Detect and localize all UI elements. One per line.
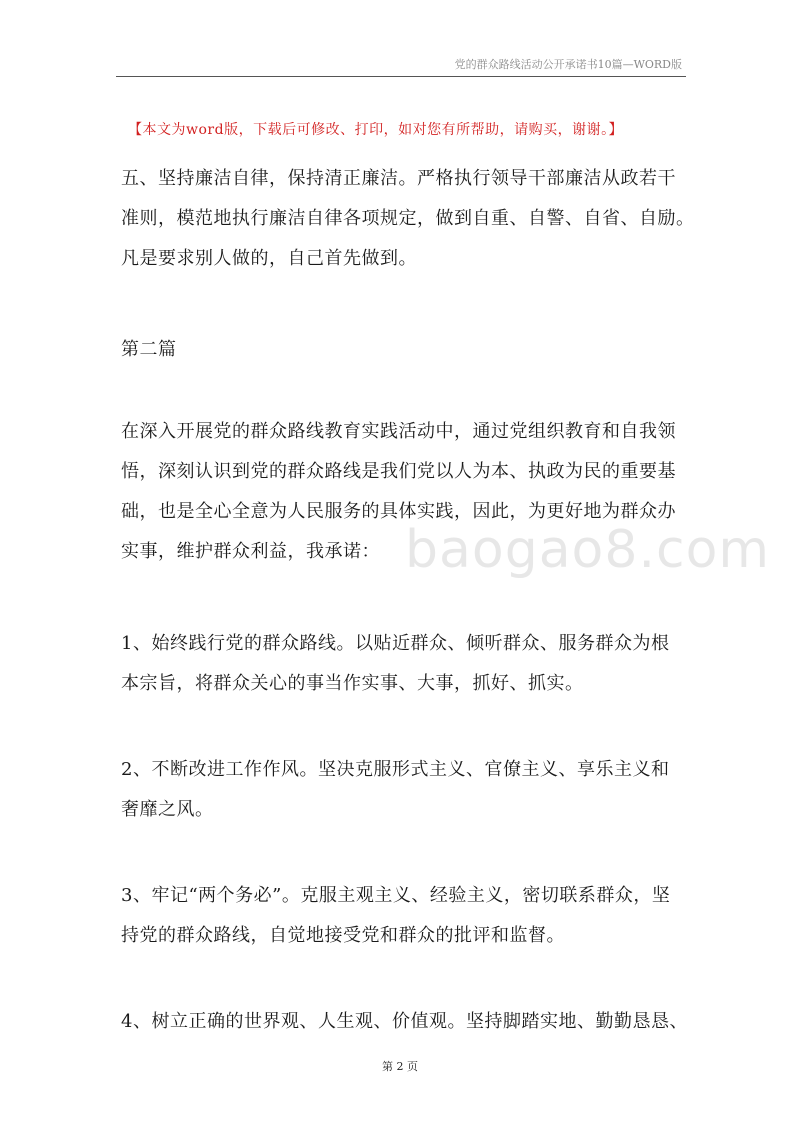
paragraph-item-5: [121, 159, 695, 279]
paragraph-intro: [121, 412, 686, 572]
header-title: 党的群众路线活动公开承诺书10篇—WORD版: [454, 58, 682, 71]
section-title-text: 第二篇: [121, 339, 177, 360]
paragraph-item-1: [121, 624, 686, 704]
paragraph-item-4: [121, 1002, 686, 1042]
text-line: 悟，深刻认识到党的群众路线是我们党以人为本、执政为民的重要基: [121, 461, 676, 482]
text-line: 本宗旨，将群众关心的事当作实事、大事，抓好、抓实。: [121, 673, 584, 694]
text-line: 2、不断改进工作作风。坚决克服形式主义、官僚主义、享乐主义和: [121, 759, 670, 780]
text-line: 五、坚持廉洁自律，保持清正廉洁。严格执行领导干部廉洁从政若干: [121, 168, 676, 189]
text-line: 持党的群众路线，自觉地接受党和群众的批评和监督。: [121, 925, 565, 946]
text-line: 准则，模范地执行廉洁自律各项规定，做到自重、自警、自省、自励。: [121, 208, 695, 229]
paragraph-item-3: [121, 876, 686, 956]
purchase-notice: 【本文为word版，下载后可修改、打印，如对您有所帮助，请购买，谢谢。】: [128, 122, 624, 138]
page-number: 第 2 页: [382, 1060, 418, 1073]
text-line: 在深入开展党的群众路线教育实践活动中，通过党组织教育和自我领: [121, 421, 676, 442]
page-header: [116, 54, 686, 77]
text-line: 4、树立正确的世界观、人生观、价值观。坚持脚踏实地、勤勤恳恳、: [121, 1011, 688, 1032]
paragraph-item-2: [121, 750, 686, 830]
text-line: 实事，维护群众利益，我承诺：: [121, 541, 380, 562]
section-title: [121, 330, 686, 370]
text-line: 1、始终践行党的群众路线。以贴近群众、倾听群众、服务群众为根: [121, 633, 670, 654]
text-line: 奢靡之风。: [121, 799, 214, 820]
text-line: 凡是要求别人做的，自己首先做到。: [121, 248, 417, 269]
text-line: 础，也是全心全意为人民服务的具体实践，因此，为更好地为群众办: [121, 501, 676, 522]
watermark: baogao8.com: [405, 520, 771, 580]
text-line: 3、牢记“两个务必”。克服主观主义、经验主义，密切联系群众，坚: [121, 885, 671, 906]
